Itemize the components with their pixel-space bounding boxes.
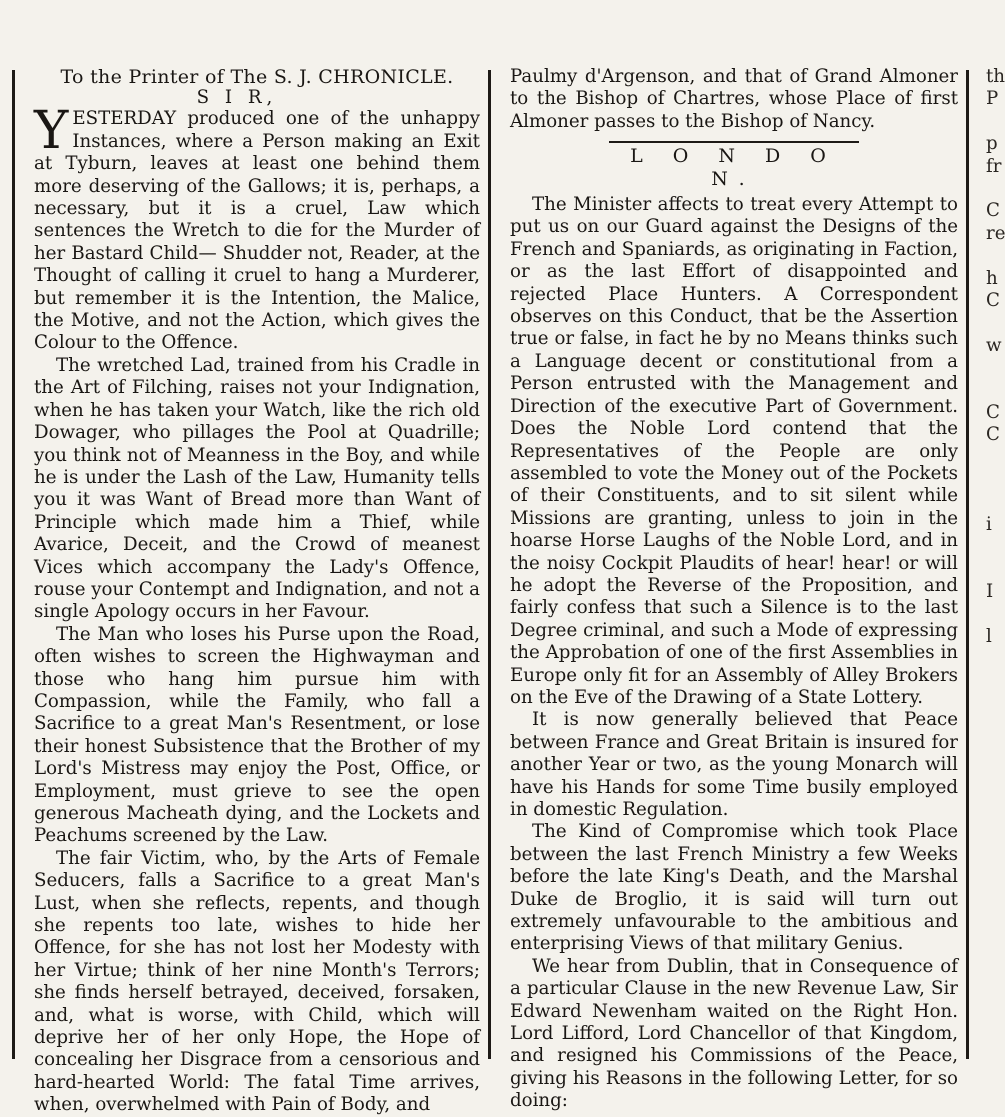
paragraph-2: The wretched Lad, trained from his Cradle in the Art of Filching, raises not your Indignation, when he has taken your Watch, like the rich old Dowager, who pillages the Pool at Quadrille; you think not of Meanness in the Boy, and while he is under the Lash of the Law, Humanity tells you it was Want of Bread more than Want of Principle which made him a Thief, while Avarice, Deceit, and the Crowd of meanest Vices which accompany the Lady's Offence, rouse your Contempt and Indignation, and not a single Apology occurs in her Favour. xyxy=(34,354,480,623)
fragment-line xyxy=(986,379,1000,401)
fragment-line xyxy=(986,559,1000,581)
london-paragraph-4: We hear from Dublin, that in Consequence of a particular Clause in the new Revenue Law, Sir Edward Newenham waited on the Right Hon. Lord Lifford, Lord Chancellor of that Kingdom, and resigned his Commissions of the Peace, giving his Reasons in the following Letter, for so doing: xyxy=(510,955,958,1112)
fragment-line xyxy=(986,536,1000,558)
section-title: L O N D O N. xyxy=(609,141,859,190)
fragment-line: re xyxy=(986,222,1005,244)
fragment-line xyxy=(986,603,1000,625)
column-rule-right xyxy=(966,70,969,1059)
fragment-line xyxy=(986,491,1000,513)
fragment-line: i xyxy=(986,513,992,535)
paragraph-4: The fair Victim, who, by the Arts of Female Seducers, falls a Sacrifice to a great Man's Lust, when she reflects, repents, and though she repents too late, wishes to hide her Offence, for she has not lost her Modesty with her Virtue; think of her nine Month's Terrors; she finds herself betrayed, deceived, forsaken, and, what is worse, with Child, which will deprive her of her only Hope, the Hope of concealing her Disgrace from a censorious and hard-hearted World: The fatal Time arrives, when, overwhelmed with Pain of Body, and xyxy=(34,847,480,1116)
column-rule-left xyxy=(12,70,15,1059)
fragment-line xyxy=(986,111,1000,133)
fragment-line xyxy=(986,469,1000,491)
fragment-line: C xyxy=(986,200,1000,222)
fragment-line: I xyxy=(986,580,994,602)
column-2 xyxy=(510,66,958,1113)
fragment-line: h xyxy=(986,267,998,289)
column-rule-middle xyxy=(488,70,491,1059)
fragment-line xyxy=(986,178,1000,200)
paragraph-1 xyxy=(34,101,480,354)
drop-cap: Y xyxy=(34,101,69,162)
continued-paragraph: Paulmy d'Argenson, and that of Grand Almoner to the Bishop of Chartres, whose Place of first Almoner passes to the Bishop of Nancy. xyxy=(510,66,958,132)
london-paragraph-2: It is now generally believed that Peace between France and Great Britain is insured for another Year or two, as the young Monarch will have his Hands for some Time busily employed in domestic Regulation. xyxy=(510,709,958,820)
fragment-line xyxy=(986,357,1000,379)
fragment-line xyxy=(986,312,1000,334)
fragment-line: th xyxy=(986,66,1005,87)
fragment-line: C xyxy=(986,424,1000,446)
fragment-line: C xyxy=(986,289,1000,311)
fragment-line xyxy=(986,245,1000,267)
paragraph-1-text: ESTERDAY produced one of the unhappy Instances, where a Person making an Exit at Tyburn, leaves at least one behind them more deserving of the Gallows; it is, perhaps, a necessary, but it is a cruel, Law which sentences the Wretch to die for the Murder of her Bastard Child— Shudder not, Reader, at the Thought of calling it cruel to hang a Murderer, but remember it is the Intention, the Malice, the Motive, and not the Action, which gives the Colour to the Offence. xyxy=(34,108,480,354)
london-paragraph-3: The Kind of Compromise which took Place between the last French Ministry a few Weeks before the late King's Death, and the Marshal Duke de Broglio, it is said will turn out extremely unfavourable to the ambitious and enterprising Views of that military Genius. xyxy=(510,821,958,955)
fragment-line: p xyxy=(986,133,998,155)
column-3-fragment xyxy=(986,66,1005,648)
column-1 xyxy=(34,66,480,1117)
fragment-line: w xyxy=(986,334,1002,356)
salutation: S I R, xyxy=(196,87,278,109)
fragment-line: P xyxy=(986,88,999,110)
letter-heading: To the Printer of The S. J. CHRONICLE. xyxy=(60,66,454,88)
paragraph-3: The Man who loses his Purse upon the Road, often wishes to screen the Highwayman and those who hang him pursue him with Compassion, while the Family, who fall a Sacrifice to a great Man's Resentment, or lose their honest Subsistence that the Brother of my Lord's Mistress may enjoy the Post, Office, or Employment, must grieve to see the open generous Macheath dying, and the Lockets and Peachums screened by the Law. xyxy=(34,623,480,847)
fragment-line: l xyxy=(986,625,992,647)
fragment-line: C xyxy=(986,401,1000,423)
fragment-line xyxy=(986,447,1000,469)
fragment-line: fr xyxy=(986,155,1002,177)
london-paragraph-1: The Minister affects to treat every Attempt to put us on our Guard against the Designs of the French and Spaniards, as originating in Faction, or as the last Effort of disappointed and rejected Place Hunters. A Correspondent observes on this Conduct, that be the Assertion true or false, in fact he by no Means thinks such a Language decent or constitutional from a Person entrusted with the Management and Direction of the executive Part of Government. Does the Noble Lord contend that the Representatives of the People are only assembled to vote the Money out of the Pockets of their Constituents, and to sit silent while Missions are granting, unless to join in the hoarse Horse Laughs of the Noble Lord, and in the noisy Cockpit Plaudits of hear! hear! or will he adopt the Reverse of the Proposition, and fairly confess that such a Silence is to the last Degree criminal, and such a Mode of expressing the Approbation of one of the first Assemblies in Europe only fit for an Assembly of Alley Brokers on the Eve of the Drawing of a State Lottery. xyxy=(510,194,958,708)
